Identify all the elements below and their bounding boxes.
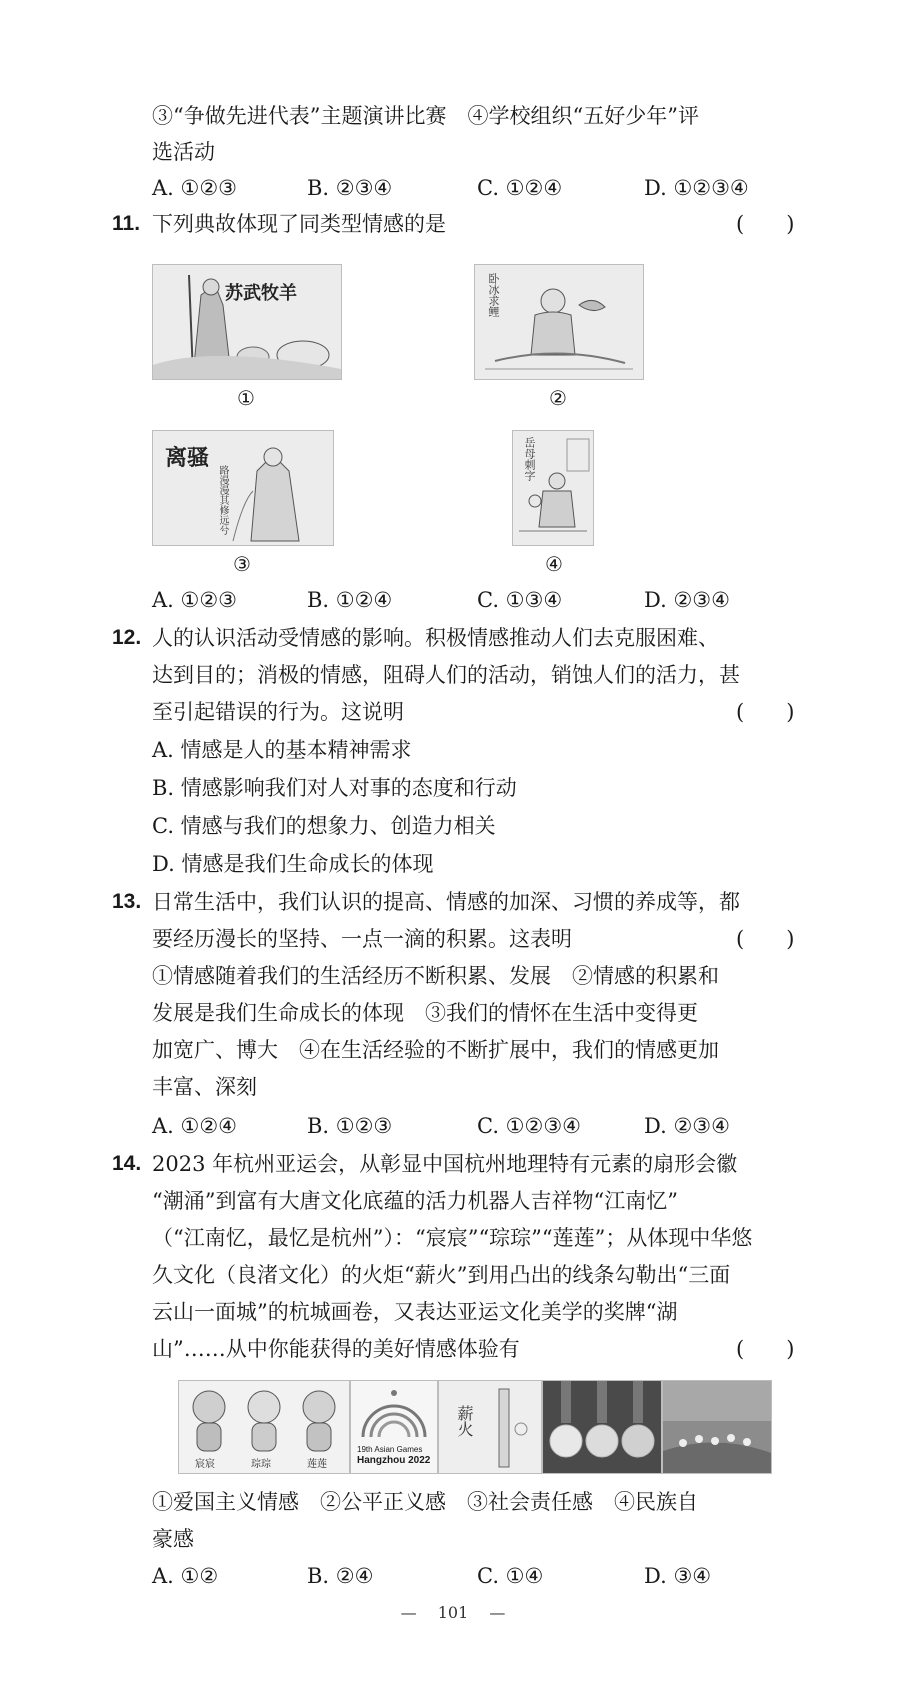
q14-stem-line-3: （“江南忆，最忆是杭州”）：“宸宸”“琮琮”“莲莲”；从体现中华悠 <box>152 1226 753 1250</box>
q14-number: 14. <box>112 1152 142 1175</box>
q14-stem-line-2: “潮涌”到富有大唐文化底蕴的活力机器人吉祥物“江南忆” <box>152 1189 678 1213</box>
q10-option-a[interactable]: A. ①②③ <box>152 176 237 200</box>
q14-option-a[interactable]: A. ①② <box>152 1564 219 1588</box>
q14-stem-line-5: 云山一面城”的杭城画卷，又表达亚运文化美学的奖牌“湖 <box>152 1300 678 1324</box>
q12-option-b[interactable]: B. 情感影响我们对人对事的态度和行动 <box>152 776 517 800</box>
emblem-text-line-1: 19th Asian Games <box>357 1445 423 1454</box>
figure-li-sao <box>152 430 334 546</box>
q13-choice-line-4: 丰富、深刻 <box>152 1075 257 1099</box>
mascot-2-name: 琮琮 <box>251 1459 271 1470</box>
q10-option-d[interactable]: D. ①②③④ <box>644 176 749 200</box>
mascot-1-name: 宸宸 <box>195 1459 215 1470</box>
q14-answer-paren[interactable]: ( ) <box>736 1337 795 1361</box>
q10-option-c[interactable]: C. ①②④ <box>477 176 563 200</box>
q13-option-c[interactable]: C. ①②③④ <box>477 1114 581 1138</box>
q14-choice-line-2: 豪感 <box>152 1527 194 1551</box>
q12-option-d[interactable]: D. 情感是我们生命成长的体现 <box>152 852 434 876</box>
q12-stem-line-1: 人的认识活动受情感的影响。积极情感推动人们去克服困难、 <box>152 626 719 650</box>
figure-1-label: ① <box>237 386 255 410</box>
q10-choice-line-2: 选活动 <box>152 140 215 164</box>
q13-choice-line-2: 发展是我们生命成长的体现 ③我们的情怀在生活中变得更 <box>152 1001 698 1025</box>
q11-option-a[interactable]: A. ①②③ <box>152 588 237 612</box>
q11-option-d[interactable]: D. ②③④ <box>644 588 730 612</box>
figure-1-title: 苏武牧羊 <box>225 283 297 304</box>
figure-3-title: 离骚 <box>165 445 210 471</box>
figure-yue-mu-ci-zi <box>512 430 594 546</box>
q10-choice-line-1: ③“争做先进代表”主题演讲比赛 ④学校组织“五好少年”评 <box>152 104 699 128</box>
emblem-text-line-2: Hangzhou 2022 <box>357 1455 431 1466</box>
torch-name: 薪火 <box>455 1405 474 1437</box>
performance-image <box>662 1380 772 1474</box>
q14-stem-line-1: 2023 年杭州亚运会，从彰显中国杭州地理特有元素的扇形会徽 <box>152 1152 738 1176</box>
q13-choice-line-1: ①情感随着我们的生活经历不断积累、发展 ②情感的积累和 <box>152 964 719 988</box>
q11-answer-paren[interactable]: ( ) <box>736 212 795 236</box>
q12-stem-line-3: 至引起错误的行为。这说明 <box>152 700 404 724</box>
q12-option-a[interactable]: A. 情感是人的基本精神需求 <box>152 738 412 762</box>
figure-2-title: 卧冰求鲤 <box>487 273 500 317</box>
figure-4-label: ④ <box>545 552 563 576</box>
figure-3-verse: 路漫漫其修远兮 <box>217 465 228 535</box>
figure-wo-bing-qiu-li <box>474 264 644 380</box>
q11-stem: 下列典故体现了同类型情感的是 <box>152 212 446 236</box>
mascots-image <box>178 1380 350 1474</box>
q14-stem-line-6: 山”……从中你能获得的美好情感体验有 <box>152 1337 520 1361</box>
q12-stem-line-2: 达到目的；消极的情感，阻碍人们的活动，销蚀人们的活力，甚 <box>152 663 740 687</box>
performance-illustration <box>663 1381 771 1473</box>
figure-su-wu-herding-sheep <box>152 264 342 380</box>
q13-choice-line-3: 加宽广、博大 ④在生活经验的不断扩展中，我们的情感更加 <box>152 1038 719 1062</box>
q11-option-b[interactable]: B. ①②④ <box>307 588 393 612</box>
q10-option-b[interactable]: B. ②③④ <box>307 176 393 200</box>
q13-answer-paren[interactable]: ( ) <box>736 927 795 951</box>
medals-illustration <box>543 1381 661 1473</box>
q14-choice-line-1: ①爱国主义情感 ②公平正义感 ③社会责任感 ④民族自 <box>152 1490 698 1514</box>
q13-number: 13. <box>112 890 142 913</box>
q13-stem-line-1: 日常生活中，我们认识的提高、情感的加深、习惯的养成等，都 <box>152 890 740 914</box>
q14-option-d[interactable]: D. ③④ <box>644 1564 712 1588</box>
footer-dash-left: — <box>400 1603 433 1622</box>
figure-2-label: ② <box>549 386 567 410</box>
figure-4-title: 岳母刺字 <box>523 437 536 481</box>
q11-number: 11. <box>112 212 141 235</box>
q14-option-c[interactable]: C. ①④ <box>477 1564 544 1588</box>
q12-answer-paren[interactable]: ( ) <box>736 700 795 724</box>
q14-option-b[interactable]: B. ②④ <box>307 1564 374 1588</box>
mascot-3-name: 莲莲 <box>307 1459 327 1470</box>
torch-image <box>438 1380 542 1474</box>
q13-stem-line-2: 要经历漫长的坚持、一点一滴的积累。这表明 <box>152 927 572 951</box>
q11-option-c[interactable]: C. ①③④ <box>477 588 563 612</box>
q13-option-d[interactable]: D. ②③④ <box>644 1114 730 1138</box>
emblem-image <box>350 1380 438 1474</box>
q13-option-b[interactable]: B. ①②③ <box>307 1114 393 1138</box>
q13-option-a[interactable]: A. ①②④ <box>152 1114 237 1138</box>
footer-dash-right: — <box>473 1603 506 1622</box>
page-number: 101 <box>437 1603 469 1622</box>
q12-number: 12. <box>112 626 142 649</box>
page-footer <box>0 1600 906 1623</box>
q12-option-c[interactable]: C. 情感与我们的想象力、创造力相关 <box>152 814 496 838</box>
q14-stem-line-4: 久文化（良渚文化）的火炬“薪火”到用凸出的线条勾勒出“三面 <box>152 1263 731 1287</box>
figure-3-label: ③ <box>233 552 251 576</box>
medals-image <box>542 1380 662 1474</box>
